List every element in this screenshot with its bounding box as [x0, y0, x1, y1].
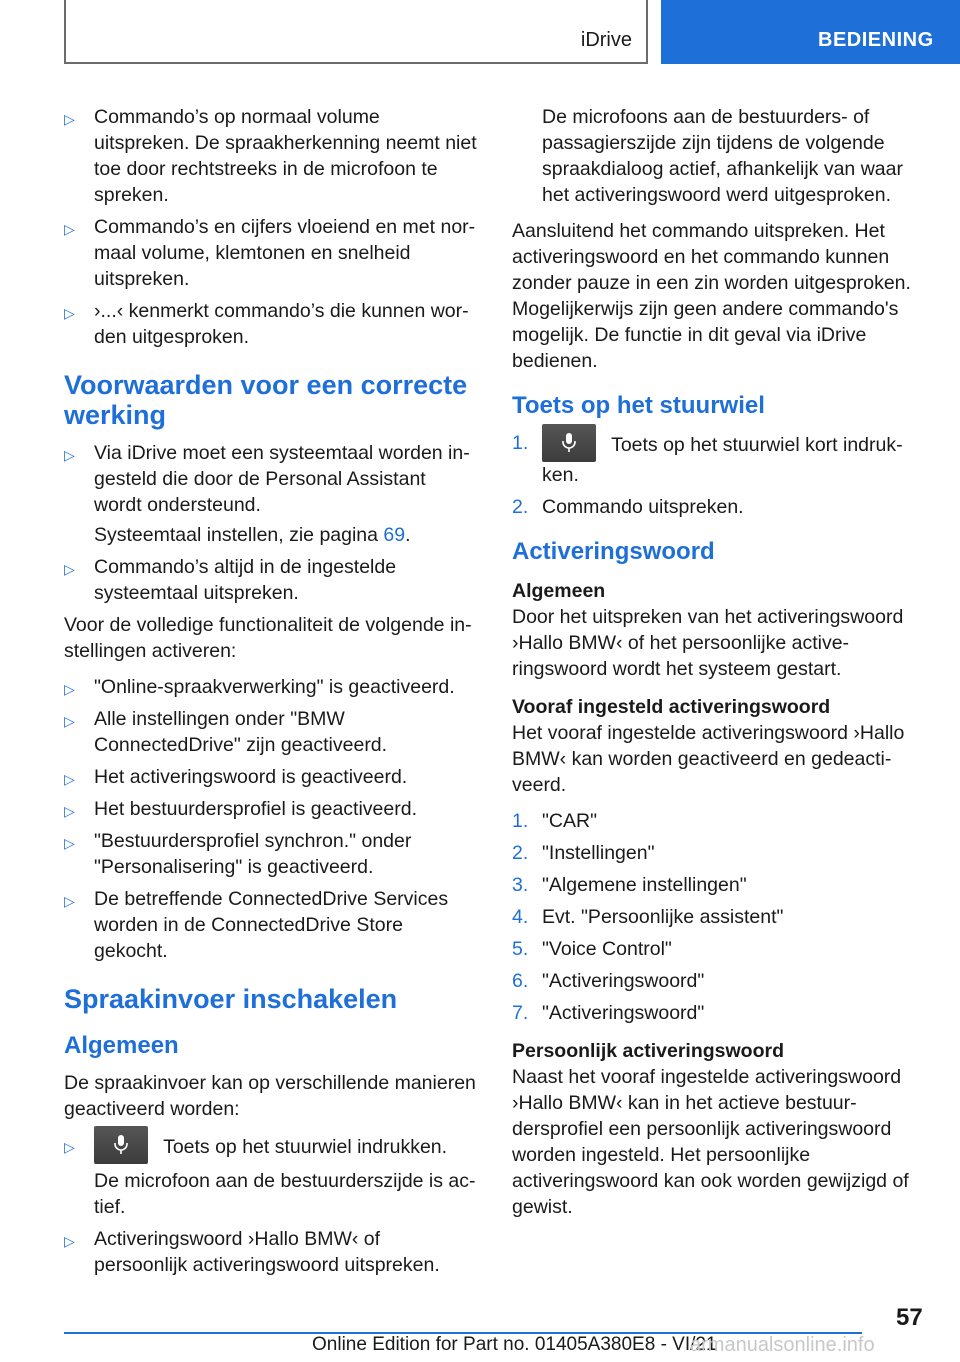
subheading-algemeen: Algemeen: [512, 580, 606, 602]
steering-steps-list: [512, 430, 926, 520]
triangle-bullet-icon: ▷: [64, 1139, 75, 1155]
step-number: 5.: [512, 938, 529, 960]
list-item: 2. "Instellingen": [512, 842, 655, 864]
paragraph: Aansluitend het commando uitspreken. Het activeringswoord en het commando kunnen zonder pauze in een zin worden uitgesproken. Mogelijkerwijs zijn geen andere commando's mogelijk. De functie in dit geval via iDrive bedienen.: [512, 220, 911, 372]
triangle-bullet-icon: ▷: [64, 111, 75, 127]
triangle-bullet-icon: ▷: [64, 893, 75, 909]
paragraph: Door het uitspreken van het activeringswoord ›Hallo BMW‹ of het persoonlijke activeringswoord wordt het systeem gestart.: [512, 606, 904, 680]
steering-wheel-voice-button-icon: [542, 424, 596, 462]
sub-text: De microfoon aan de bestuurderszijde is actief.: [94, 1170, 476, 1218]
list-item: 7. "Activeringswoord": [512, 1002, 705, 1024]
triangle-bullet-icon: ▷: [64, 447, 75, 463]
step-number: 2.: [512, 496, 529, 518]
header-chapter-label: BEDIENING: [818, 29, 934, 51]
subheading-vooraf: Vooraf ingesteld activeringswoord: [512, 696, 831, 718]
triangle-bullet-icon: ▷: [64, 1233, 75, 1249]
step-number: 2.: [512, 842, 529, 864]
list-item: ▷ ›...‹ kenmerkt commando’s die kunnen worden uitgesproken.: [64, 300, 469, 348]
footer-edition: Online Edition for Part no. 01405A380E8 - VI/21: [312, 1334, 717, 1355]
paragraph: Het vooraf ingestelde activeringswoord ›Hallo BMW‹ kan worden geactiveerd en gedeactiveerd.: [512, 722, 905, 796]
heading-activeringswoord: Activeringswoord: [512, 538, 715, 565]
settings-list: [64, 674, 478, 964]
list-item: 3. "Algemene instellingen": [512, 874, 747, 896]
list-item: ▷ "Bestuurdersprofiel synchron." onder "Personalisering" is geactiveerd.: [64, 830, 412, 878]
requirements-list: [64, 440, 478, 606]
paragraph: De spraakinvoer kan op verschillende manieren geactiveerd worden:: [64, 1072, 476, 1120]
header-box: [64, 0, 648, 64]
menu-steps-list: [512, 808, 926, 1026]
steering-wheel-voice-button-icon: [94, 1126, 148, 1164]
header-chapter-tab: [661, 0, 960, 64]
activation-list: [64, 1132, 478, 1278]
heading-spraakinvoer: Spraakinvoer inschakelen: [64, 984, 398, 1014]
list-item: ▷ Activeringswoord ›Hallo BMW‹ of persoonlijk activeringswoord uitspreken.: [64, 1228, 440, 1276]
page-reference: Systeemtaal instellen, zie pagina 69.: [94, 524, 411, 546]
watermark: armanualsonline.info: [690, 1334, 875, 1356]
step-number: 4.: [512, 906, 529, 928]
list-item: ▷ Commando’s altijd in de ingestelde systeemtaal uitspreken.: [64, 556, 397, 604]
step-number: 1.: [512, 810, 529, 832]
list-item: 4. Evt. "Persoonlijke assistent": [512, 906, 784, 928]
right-column: [512, 104, 926, 1230]
triangle-bullet-icon: ▷: [64, 803, 75, 819]
list-item: ▷ Het bestuurdersprofiel is geactiveerd.: [64, 796, 478, 822]
heading-toets: Toets op het stuurwiel: [512, 392, 765, 419]
list-item: ▷ Via iDrive moet een systeemtaal worden ingesteld die door de Personal Assistant wordt ondersteund. Systeemtaal instellen, zie pagina 69.: [64, 440, 478, 548]
triangle-bullet-icon: ▷: [64, 835, 75, 851]
heading-voorwaarden: Voorwaarden voor een correcte werking: [64, 370, 468, 430]
list-item: ▷ "Online-spraakverwerking" is geactiveerd.: [64, 674, 478, 700]
triangle-bullet-icon: ▷: [64, 681, 75, 697]
triangle-bullet-icon: ▷: [64, 771, 75, 787]
step-number: 1.: [512, 432, 529, 454]
list-item: ▷ De betreffende ConnectedDrive Services worden in de ConnectedDrive Store gekocht.: [64, 888, 449, 962]
triangle-bullet-icon: ▷: [64, 561, 75, 577]
list-item: ▷ Alle instellingen onder "BMW ConnectedDrive" zijn geactiveerd.: [64, 708, 388, 756]
header-section-title: iDrive: [580, 29, 632, 51]
paragraph: Naast het vooraf ingestelde activeringswoord ›Hallo BMW‹ kan in het actieve bestuurdersprofiel een persoonlijk activeringswoord worden ingesteld. Het persoonlijke activeringswoord kan ook worden gewijzigd of gewist.: [512, 1066, 909, 1218]
triangle-bullet-icon: ▷: [64, 221, 75, 237]
list-item: 2. Commando uitspreken.: [512, 496, 744, 518]
paragraph: Voor de volledige functionaliteit de volgende instellingen activeren:: [64, 614, 472, 662]
heading-algemeen: Algemeen: [64, 1032, 179, 1059]
list-item: 1. Toets op het stuurwiel kort indrukken.: [512, 430, 926, 488]
tips-list: [64, 104, 478, 350]
indented-paragraph: De microfoons aan de bestuurders- of passagierszijde zijn tijdens de volgende spraakdialoog actief, afhankelijk van waar het activeringswoord werd uitgesproken.: [542, 106, 903, 206]
triangle-bullet-icon: ▷: [64, 713, 75, 729]
list-item: 6. "Activeringswoord": [512, 970, 705, 992]
triangle-bullet-icon: ▷: [64, 305, 75, 321]
step-number: 6.: [512, 970, 529, 992]
step-number: 3.: [512, 874, 529, 896]
subheading-persoonlijk: Persoonlijk activeringswoord: [512, 1040, 784, 1062]
list-item: ▷ Toets op het stuurwiel indrukken. De microfoon aan de bestuurderszijde is actief.: [64, 1132, 478, 1220]
list-item: 1. "CAR": [512, 810, 598, 832]
page-number: 57: [896, 1304, 923, 1331]
left-column: [64, 104, 478, 1284]
list-item: 5. "Voice Control": [512, 938, 672, 960]
step-number: 7.: [512, 1002, 529, 1024]
list-item: ▷ Het activeringswoord is geactiveerd.: [64, 764, 478, 790]
page-link[interactable]: 69: [383, 524, 406, 546]
list-item: ▷ Commando’s op normaal volume uitspreken. De spraakherkenning neemt niet toe door rechtstreeks in de microfoon te spreken.: [64, 106, 477, 206]
list-item: ▷ Commando’s en cijfers vloeiend en met normaal volume, klemtonen en snelheid uitspreken.: [64, 216, 476, 290]
